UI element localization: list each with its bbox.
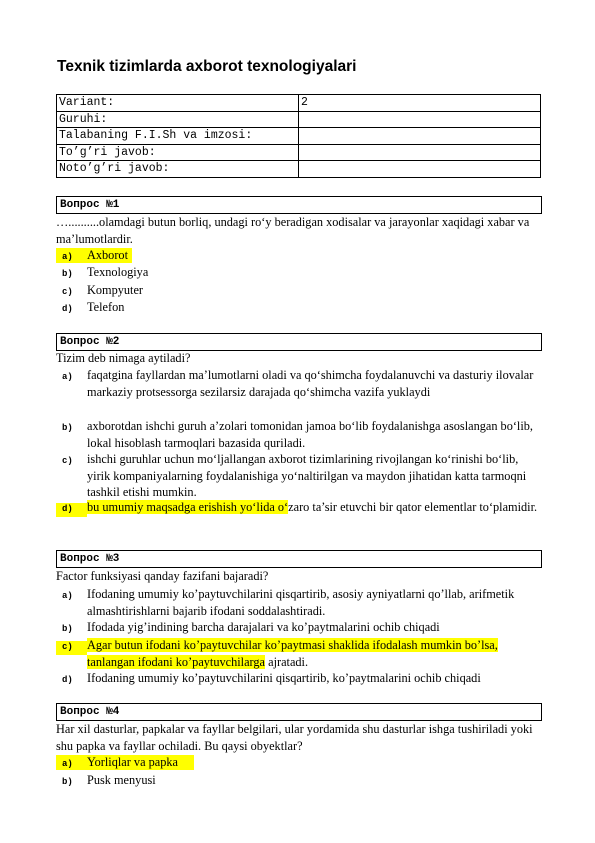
option-text: axborotdan ishchi guruh a’zolari tomonidan jamoa bo‘lib foydalanishga asoslangan bo‘lib, lokal hisoblash tarmoqlari bazasida quriladi. [87, 419, 533, 450]
option-text: ishchi guruhlar uchun mo‘ljallangan axborot tizimlarining rivojlangan ko‘rinishi bo‘lib, yirik kompaniyalarning foydalanishiga yo‘naltirilgan va maydon jihatidan katta tarmoqni tashkil etishi mumkin. [87, 452, 527, 499]
option-text: Kompyuter [87, 283, 144, 297]
info-label: Variant: [57, 95, 299, 112]
option-text [87, 499, 542, 516]
highlighted-answer: Agar butun ifodani ko’paytuvchilar ko’paytmasi shaklida ifodalash mumkin bo’lsa, tanlangan ifodani ko’paytuvchilarga [87, 638, 498, 669]
option-letter: a) [62, 591, 73, 601]
highlighted-answer: Axborot [87, 248, 128, 262]
document-title: Texnik tizimlarda axborot texnologiyalari [57, 58, 357, 75]
option-letter: b) [62, 423, 73, 433]
question-text: Factor funksiyasi qanday fazifani bajaradi? [56, 569, 269, 583]
option-letter: c) [62, 287, 73, 297]
info-label: Talabaning F.I.Sh va imzosi: [57, 128, 299, 145]
option-letter: b) [62, 269, 73, 279]
info-row-group [57, 111, 541, 128]
info-value [299, 161, 541, 178]
info-row-variant [57, 95, 541, 112]
option-text: Ifodada yig’indining barcha darajalari va ko’paytmalarini ochib chiqadi [87, 620, 440, 634]
info-row-incorrect [57, 161, 541, 178]
question-header: Вопрос №4 [56, 703, 542, 721]
option-rest-text: ajratadi. [265, 654, 309, 669]
option-letter: b) [62, 624, 73, 634]
highlighted-answer: bu umumiy maqsadga erishish yo‘lida o‘ [87, 500, 289, 514]
info-row-student [57, 128, 541, 145]
option-letter: a) [62, 372, 73, 382]
info-value [299, 144, 541, 161]
question-header: Вопрос №1 [56, 196, 542, 214]
highlighted-answer: Yorliqlar va papka [87, 755, 178, 769]
option-letter: d) [62, 304, 73, 314]
option-text: faqatgina fayllardan ma’lumotlarni oladi va qo‘shimcha foydalanuvchi va dasturiy ilovalar markaziy protsessorga sezilarsiz darajada qo‘shimcha vazifa yuklaydi [87, 368, 534, 399]
question-text: …..........olamdagi butun borliq, undagi ro‘y beradigan xodisalar va jarayonlar xaqidagi xabar va ma’lumotlardir. [56, 215, 530, 246]
option-text: Ifodaning umumiy ko’paytuvchilarini qisqartirib, asosiy ayniyatlarni qo’llab, arifmetik almashtirishlarni bajarib ifodani soddalashtiradi. [87, 587, 515, 618]
info-label: Guruhi: [57, 111, 299, 128]
info-value [299, 111, 541, 128]
question-text: Har xil dasturlar, papkalar va fayllar belgilari, ular yordamida shu dasturlar ishga tushiriladi yoki shu papka va fayllar ochiladi. Bu qaysi obyektlar? [56, 722, 533, 753]
question-header: Вопрос №3 [56, 550, 542, 568]
option-text [87, 247, 542, 264]
question-text: Tizim deb nimaga aytiladi? [56, 351, 191, 365]
info-label: To’g’ri javob: [57, 144, 299, 161]
answer-option [56, 754, 541, 771]
option-text: Pusk menyusi [87, 773, 156, 787]
option-text: Telefon [87, 300, 125, 314]
option-letter: a) [62, 759, 73, 769]
option-letter: b) [62, 777, 73, 787]
option-letter: c) [62, 456, 73, 466]
option-letter: a) [62, 252, 73, 262]
option-text [87, 637, 542, 670]
info-label: Noto’g’ri javob: [57, 161, 299, 178]
option-letter: d) [62, 675, 73, 685]
option-letter: c) [62, 642, 73, 652]
student-info-table [56, 94, 541, 178]
answer-option [56, 247, 541, 264]
option-rest-text: zaro ta’sir etuvchi bir qator elementlar to‘plamidir. [288, 500, 538, 514]
option-text: Texnologiya [87, 265, 149, 279]
info-row-correct [57, 144, 541, 161]
info-value [299, 128, 541, 145]
question-header: Вопрос №2 [56, 333, 542, 351]
option-text: Ifodaning umumiy ko’paytuvchilarini qisqartirib, ko’paytmalarini ochib chiqadi [87, 671, 481, 685]
info-value: 2 [299, 95, 541, 112]
option-letter: d) [62, 504, 73, 514]
option-text [87, 754, 542, 771]
